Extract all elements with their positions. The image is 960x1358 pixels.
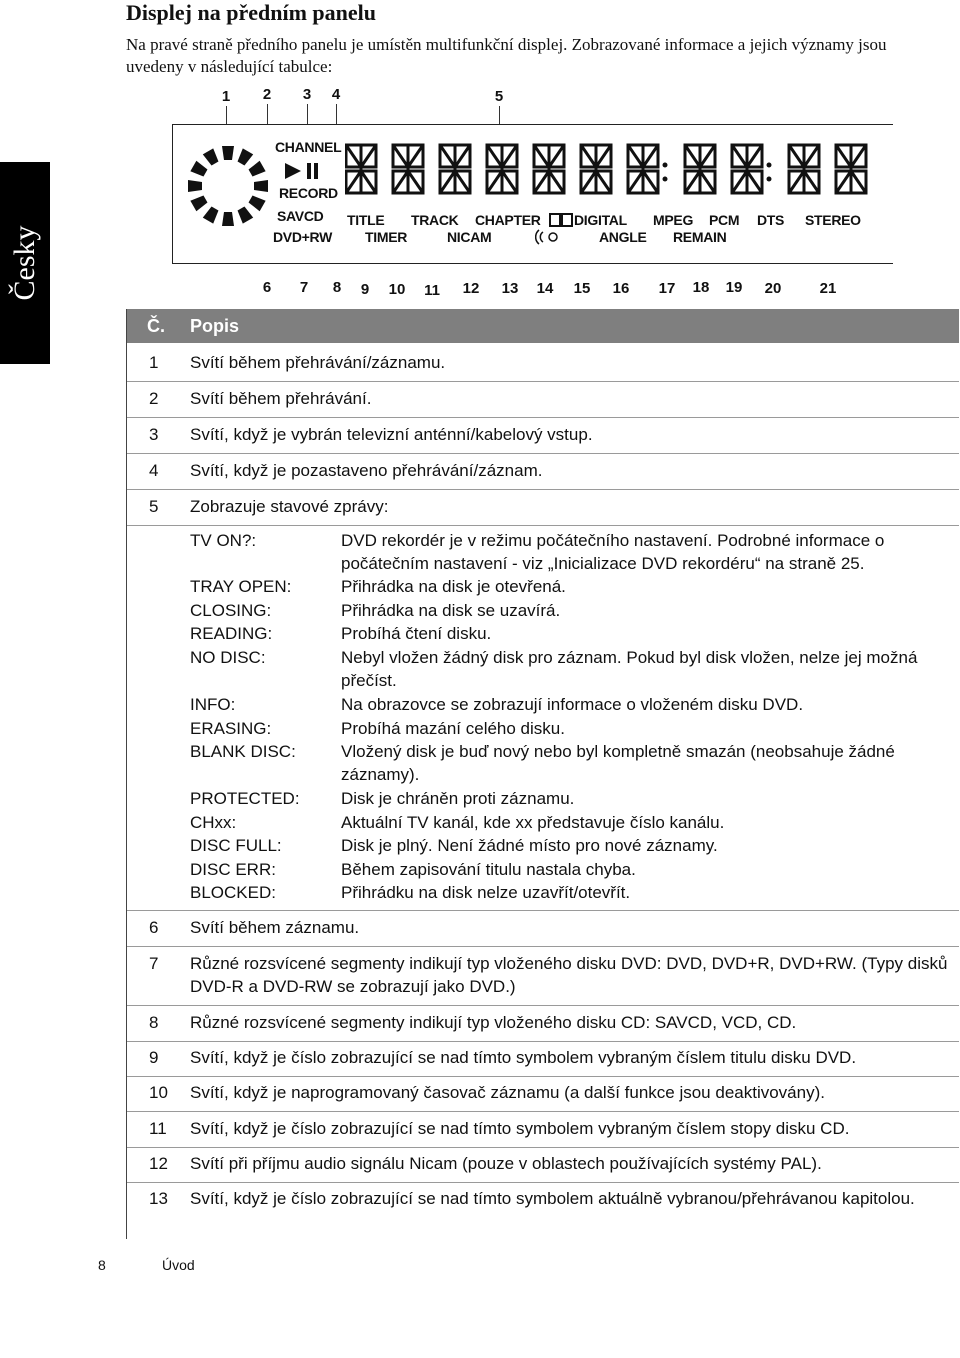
- row-number: 2: [149, 389, 159, 408]
- status-value: Nebyl vložen žádný disk pro záznam. Pokud byl disk vložen, nelze jej možná přečíst.: [341, 648, 918, 690]
- row-divider: [127, 417, 959, 418]
- status-value: Disk je plný. Není žádné místo pro nové záznamy.: [341, 836, 718, 855]
- callout-bottom-17: 17: [658, 280, 676, 297]
- row-number: 4: [149, 461, 159, 480]
- callout-bottom-11: 11: [424, 282, 440, 299]
- row-number: 8: [149, 1013, 159, 1032]
- language-tab-label: Česky: [8, 225, 41, 301]
- label-pcm: PCM: [709, 212, 740, 228]
- row-number: 7: [149, 954, 159, 973]
- callout-bottom-16: 16: [612, 280, 630, 297]
- status-key: BLOCKED:: [190, 883, 276, 902]
- status-value: Vložený disk je buď nový nebo byl kompletně smazán (neobsahuje žádné záznamy).: [341, 742, 895, 784]
- callout-bottom-7: 7: [299, 279, 309, 296]
- row-text: Svítí, když je naprogramovaný časovač záznamu (a další funkce jsou deaktivovány).: [190, 1083, 825, 1102]
- row-text: Svítí, když je pozastaveno přehrávání/záznam.: [190, 461, 543, 480]
- timer-clock-icon: [535, 229, 559, 245]
- status-key: ERASING:: [190, 719, 272, 738]
- row-divider: [127, 1111, 959, 1112]
- table-header: [127, 309, 959, 343]
- row-text: Svítí při příjmu audio signálu Nicam (pouze v oblastech používajících systémy PAL).: [190, 1154, 822, 1173]
- status-key: BLANK DISC:: [190, 742, 296, 761]
- footer-section: Úvod: [162, 1257, 195, 1273]
- front-panel-display-diagram: [172, 124, 893, 264]
- callout-top-2: 2: [262, 86, 272, 103]
- status-value: Probíhá čtení disku.: [341, 624, 492, 643]
- row-text: Zobrazuje stavové zprávy:: [190, 497, 389, 516]
- row-text: Svítí, když je vybrán televizní anténní/kabelový vstup.: [190, 425, 593, 444]
- label-mpeg: MPEG: [653, 212, 694, 228]
- page-title: Displej na předním panelu: [126, 0, 376, 25]
- row-divider: [127, 1005, 959, 1006]
- status-key: INFO:: [190, 695, 236, 714]
- segment-digits: [345, 143, 871, 197]
- row-number: 1: [149, 353, 159, 372]
- status-key: READING:: [190, 624, 273, 643]
- label-stereo: STEREO: [805, 212, 861, 228]
- callout-top-1: 1: [221, 88, 231, 105]
- status-key: CHxx:: [190, 813, 237, 832]
- status-value: Aktuální TV kanál, kde xx představuje číslo kanálu.: [341, 813, 725, 832]
- label-digital: DIGITAL: [574, 212, 627, 228]
- label-timer: TIMER: [365, 229, 408, 245]
- callout-bottom-21: 21: [819, 280, 837, 297]
- status-value: Během zapisování titulu nastala chyba.: [341, 860, 636, 879]
- status-value: Přihrádku na disk nelze uzavřít/otevřít.: [341, 883, 631, 902]
- row-text: Různé rozsvícené segmenty indikují typ vloženého disku DVD: DVD, DVD+R, DVD+RW. (Typy disků DVD-R a DVD-RW se zobrazují jako DVD.): [190, 954, 948, 996]
- label-channel: CHANNEL: [275, 139, 342, 155]
- row-number: 9: [149, 1048, 159, 1067]
- status-value: Přihrádka na disk je otevřená.: [341, 577, 566, 596]
- row-divider: [127, 946, 959, 947]
- status-key: NO DISC:: [190, 648, 266, 667]
- language-tab: [0, 162, 50, 364]
- label-savcd: SAVCD: [277, 208, 324, 224]
- row-text: Svítí, když je číslo zobrazující se nad tímto symbolem vybraným číslem stopy disku CD.: [190, 1119, 850, 1138]
- label-track: TRACK: [411, 212, 459, 228]
- status-key: PROTECTED:: [190, 789, 300, 808]
- row-divider: [127, 489, 959, 490]
- status-value: Disk je chráněn proti záznamu.: [341, 789, 575, 808]
- row-divider: [127, 1182, 959, 1183]
- callout-bottom-14: 14: [536, 280, 554, 297]
- intro-paragraph: Na pravé straně předního panelu je umístěn multifunkční displej. Zobrazované informace a jejich významy jsou uvedeny v následující tabulce:: [126, 35, 887, 76]
- row-number: 12: [149, 1154, 168, 1173]
- row-number: 11: [149, 1119, 167, 1138]
- row-text: Různé rozsvícené segmenty indikují typ vloženého disku CD: SAVCD, VCD, CD.: [190, 1013, 797, 1032]
- row-divider: [127, 910, 959, 911]
- row-divider: [127, 381, 959, 382]
- callout-top-4: 4: [331, 86, 341, 103]
- callout-bottom-19: 19: [725, 279, 743, 296]
- status-key: CLOSING:: [190, 601, 272, 620]
- label-record: RECORD: [279, 185, 338, 201]
- label-chapter: CHAPTER: [475, 212, 541, 228]
- callout-bottom-9: 9: [360, 281, 370, 298]
- callout-bottom-15: 15: [573, 280, 591, 297]
- callout-bottom-12: 12: [462, 280, 480, 297]
- row-number: 5: [149, 497, 159, 516]
- play-pause-icon: [283, 161, 333, 181]
- label-dvdrw: DVD+RW: [273, 229, 333, 245]
- callout-bottom-18: 18: [692, 279, 710, 296]
- description-table: [126, 309, 959, 1239]
- row-text: Svítí během přehrávání.: [190, 389, 372, 408]
- callout-bottom-6: 6: [262, 279, 272, 296]
- status-key: DISC ERR:: [190, 860, 276, 879]
- status-value: Na obrazovce se zobrazují informace o vloženém disku DVD.: [341, 695, 804, 714]
- row-text: Svítí během záznamu.: [190, 918, 360, 937]
- row-divider: [127, 1076, 959, 1077]
- row-divider: [127, 525, 959, 526]
- callout-bottom-8: 8: [332, 279, 342, 296]
- callout-bottom-13: 13: [501, 280, 519, 297]
- status-key: TRAY OPEN:: [190, 577, 292, 596]
- label-angle: ANGLE: [599, 229, 647, 245]
- row-number: 6: [149, 918, 159, 937]
- callout-top-3: 3: [302, 86, 312, 103]
- row-text: Svítí, když je číslo zobrazující se nad tímto symbolem vybraným číslem titulu disku DVD.: [190, 1048, 857, 1067]
- disc-indicator-icon: [183, 141, 273, 231]
- label-remain: REMAIN: [673, 229, 727, 245]
- callout-top-5: 5: [494, 88, 504, 105]
- header-number: Č.: [147, 316, 165, 336]
- row-number: 13: [149, 1189, 168, 1208]
- page-number: 8: [98, 1257, 106, 1273]
- row-number: 3: [149, 425, 159, 444]
- label-nicam: NICAM: [447, 229, 492, 245]
- callout-bottom-10: 10: [388, 281, 406, 298]
- row-divider: [127, 453, 959, 454]
- row-text: Svítí, když je číslo zobrazující se nad tímto symbolem aktuálně vybranou/přehrávanou kapitolou.: [190, 1189, 915, 1208]
- label-dts: DTS: [757, 212, 785, 228]
- callout-bottom-20: 20: [764, 280, 782, 297]
- row-text: Svítí během přehrávání/záznamu.: [190, 353, 446, 372]
- dolby-icon: [549, 213, 573, 227]
- header-description: Popis: [190, 316, 240, 336]
- row-number: 10: [149, 1083, 168, 1102]
- status-value: DVD rekordér je v režimu počátečního nastavení. Podrobné informace o počátečním nastavení - viz „Inicializace DVD rekordéru“ na straně 25.: [341, 531, 885, 573]
- row-divider: [127, 1041, 959, 1042]
- label-title: TITLE: [347, 212, 385, 228]
- status-key: TV ON?:: [190, 531, 257, 550]
- row-divider: [127, 1147, 959, 1148]
- status-key: DISC FULL:: [190, 836, 282, 855]
- status-value: Přihrádka na disk se uzavírá.: [341, 601, 561, 620]
- status-value: Probíhá mazání celého disku.: [341, 719, 565, 738]
